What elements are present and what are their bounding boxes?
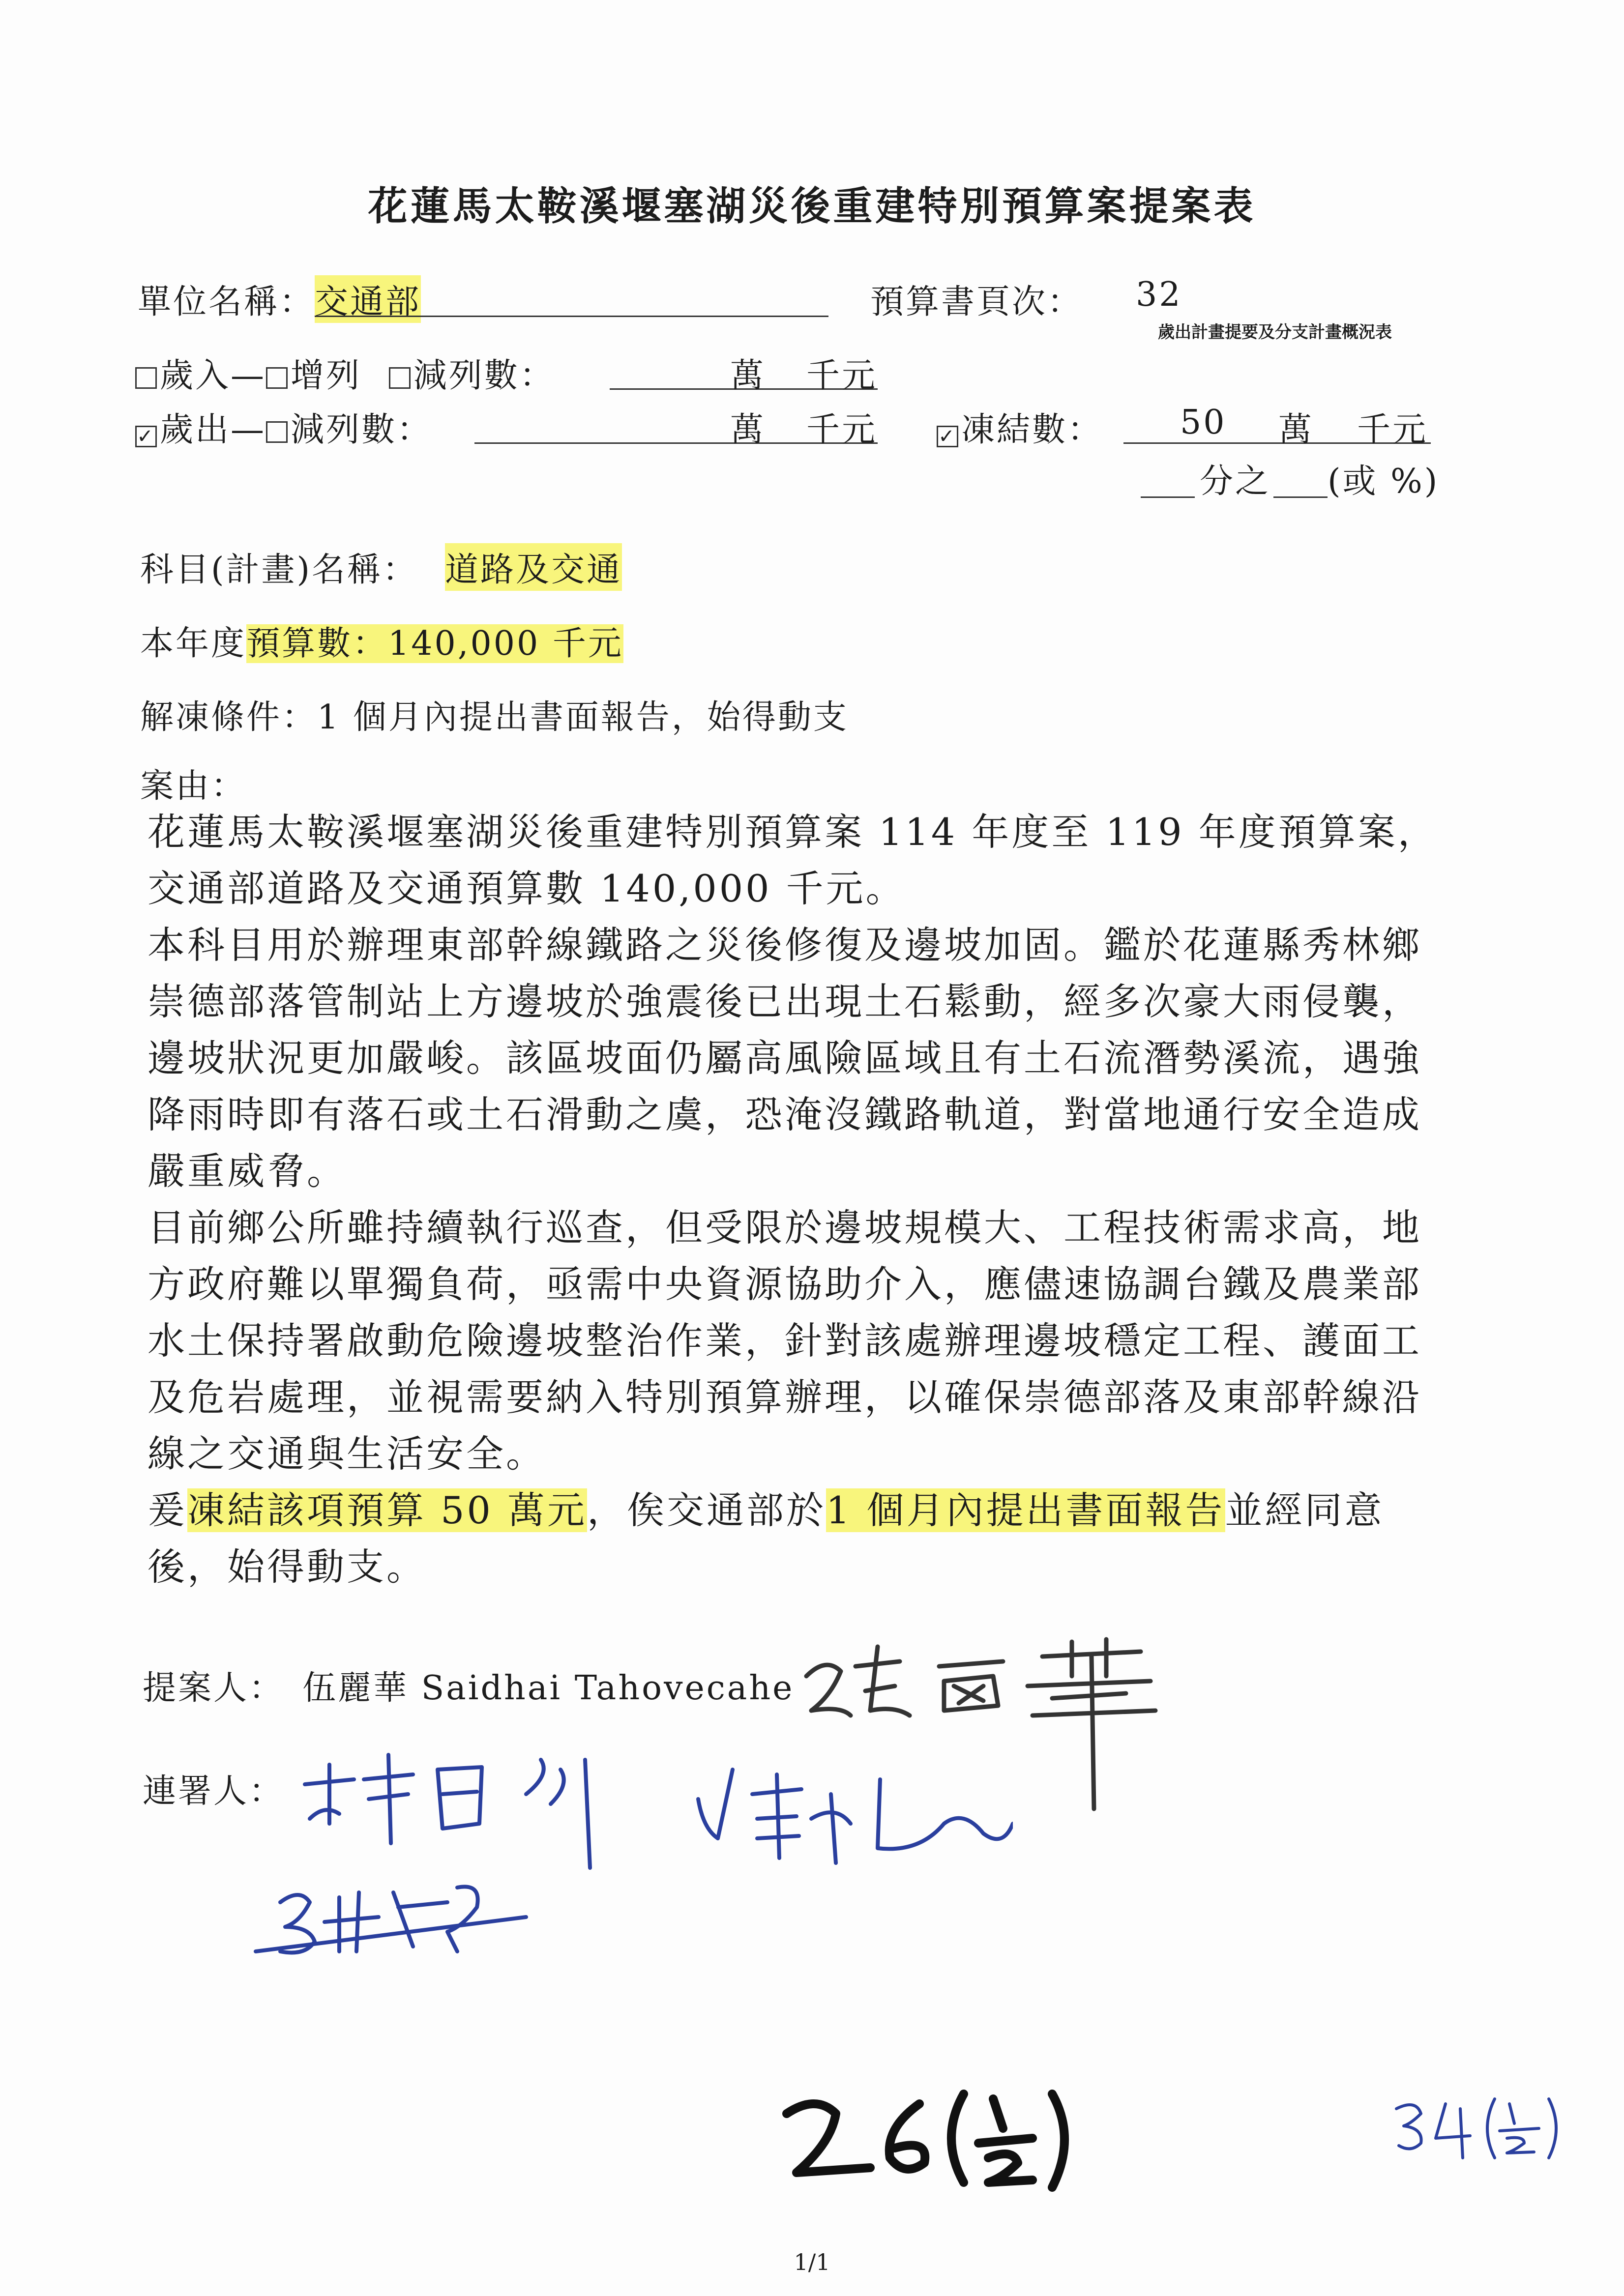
report-deadline-highlight: 1 個月內提出書面報告 [826, 1488, 1225, 1532]
revenue-wan: 萬 [730, 356, 766, 395]
revenue-decrease-checkbox[interactable] [389, 367, 411, 389]
proposer-name: 伍麗華 Saidhai Tahovecahe [302, 1669, 795, 1708]
reason-paragraph-2: 本科目用於辦理東部幹線鐵路之災後修復及邊坡加固。鑑於花蓮縣秀林鄉崇德部落管制站上方邊坡於強震後已出現土石鬆動，經多次豪大雨侵襲，邊坡狀況更加嚴峻。該區坡面仍屬高風險區域且有土石流潛勢溪流，遇強降雨時即有落石或土石滑動之虞，恐淹沒鐵路軌道，對當地通行安全造成嚴重威脅。 [148, 923, 1422, 1193]
freeze-row [937, 403, 1103, 451]
cosigner-label: 連署人： [143, 1772, 285, 1811]
fraction-label: 分之 [1200, 462, 1271, 501]
page-ref-note: 歲出計畫提要及分支計畫概況表 [1158, 322, 1392, 342]
fraction-percent: (或 %) [1328, 462, 1440, 501]
page-footer: 1/1 [794, 2249, 830, 2275]
freeze-label: 凍結數： [961, 410, 1103, 449]
page-number-small [1391, 2089, 1578, 2168]
expenditure-qian: 千元 [806, 410, 878, 449]
freeze-checkbox[interactable]: ✓ [937, 426, 958, 447]
unit-underline [315, 316, 828, 317]
freeze-value: 50 [1180, 403, 1227, 442]
expenditure-label: 歲出— [160, 410, 266, 449]
expenditure-wan: 萬 [730, 410, 766, 449]
subject-label: 科目(計畫)名稱： [140, 551, 418, 589]
fraction-underline-1 [1141, 496, 1195, 498]
unit-value: 交通部 [315, 275, 421, 323]
revenue-increase-label: 增列 [291, 356, 362, 395]
page-ref-value: 32 [1136, 275, 1182, 314]
freeze-wan: 萬 [1278, 410, 1314, 449]
reason-body [148, 804, 1455, 1595]
proposer-label: 提案人： [143, 1669, 285, 1708]
reason-paragraph-4: 爰凍結該項預算 50 萬元，俟交通部於1 個月內提出書面報告並經同意後，始得動支。 [148, 1488, 1385, 1589]
reason-label: 案由： [140, 767, 247, 806]
budget-row [140, 617, 623, 665]
budget-value: 140,000 千元 [388, 624, 623, 663]
expenditure-row [135, 403, 432, 451]
revenue-increase-checkbox[interactable] [266, 367, 288, 389]
page-number-large [777, 2074, 1082, 2202]
revenue-row [135, 349, 555, 397]
cosigner-signature-2 [688, 1750, 1013, 1888]
revenue-decrease-label: 減列數： [413, 356, 555, 395]
budget-label-prefix: 本年度 [140, 624, 247, 663]
revenue-checkbox[interactable] [135, 367, 157, 389]
budget-label: 預算數： [246, 624, 388, 663]
freeze-qian: 千元 [1357, 410, 1428, 449]
subject-value: 道路及交通 [445, 543, 622, 591]
page-title: 花蓮馬太鞍溪堰塞湖災後重建特別預算案提案表 [368, 183, 1256, 229]
freeze-amount-highlight: 凍結該項預算 50 萬元 [187, 1488, 588, 1532]
expenditure-checkbox[interactable]: ✓ [135, 426, 157, 447]
reason-paragraph-3: 目前鄉公所雖持續執行巡查，但受限於邊坡規模大、工程技術需求高，地方政府難以單獨負荷，亟需中央資源協助介入，應儘速協調台鐵及農業部水土保持署啟動危險邊坡整治作業，針對該處辦理邊坡穩定工程、護面工及危岩處理，並視需要納入特別預算辦理，以確保崇德部落及東部幹線沿線之交通與生活安全。 [148, 1206, 1422, 1476]
page-ref-label: 預算書頁次： [870, 283, 1083, 321]
revenue-label: 歲入— [160, 356, 266, 395]
unfreeze-condition: 解凍條件：1 個月內提出書面報告，始得動支 [140, 698, 849, 737]
reason-paragraph-1: 花蓮馬太鞍溪堰塞湖災後重建特別預算案 114 年度至 119 年度預算案，交通部道路及交通預算數 140,000 千元。 [148, 810, 1438, 910]
fraction-underline-2 [1273, 496, 1328, 498]
unit-label: 單位名稱： [138, 283, 315, 321]
expenditure-decrease-checkbox[interactable] [266, 421, 288, 443]
expenditure-decrease-label: 減列數： [291, 410, 433, 449]
revenue-qian: 千元 [806, 356, 878, 395]
cosigner-signature-3 [251, 1868, 556, 1966]
